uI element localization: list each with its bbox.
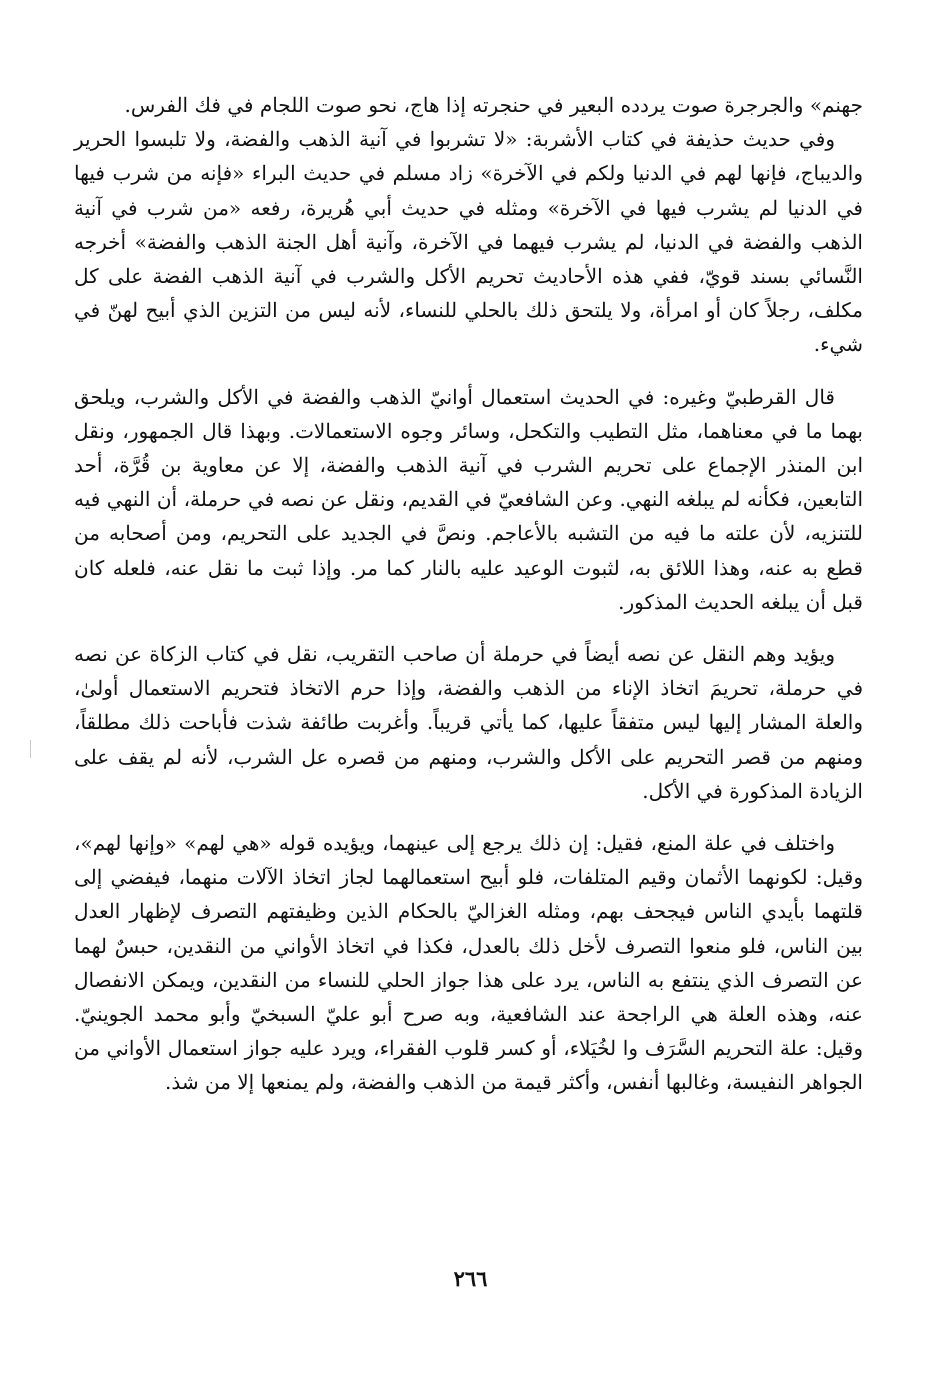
page-number: ٢٦٦: [453, 1266, 488, 1291]
paragraph-illat-al-man: واختلف في علة المنع، فقيل: إن ذلك يرجع إلى عينهما، ويؤيده قوله «هي لهم» «وإنها لهم»، وقيل: لكونهما الأثمان وقيم المتلفات، فلو أبيح استعمالهما لجاز اتخاذ الآلات منهما، فيفضي إلى قلتهما بأيدي الناس فيجحف بهم، ومثله الغزاليّ بالحكام الذين وظيفتهم التصرف لإظهار العدل بين الناس، فلو منعوا التصرف لأخل ذلك بالعدل، فكذا في اتخاذ الأواني من النقدين، حبسٌ لهما عن التصرف الذي ينتفع به الناس، يرد على هذا جواز الحلي للنساء من النقدين، ويمكن الانفصال عنه، وهذه العلة هي الراجحة عند الشافعية، وبه صرح أبو عليّ السبخيّ وأبو محمد الجوينيّ. وقيل: علة التحريم السَّرَف وا لخُيَلاء، أو كسر قلوب الفقراء، ويرد عليه جواز استعمال الأواني من الجواهر النفيسة، وغالبها أنفس، وأكثر قيمة من الذهب والفضة، ولم يمنعها إلا من شذ.: [74, 831, 863, 1095]
paragraph-hudhayfa-hadith: وفي حديث حذيفة في كتاب الأشربة: «لا تشربوا في آنية الذهب والفضة، ولا تلبسوا الحرير والديباج، فإنها لهم في الدنيا ولكم في الآخرة» زاد مسلم في حديث البراء «فإنه من شرب فيها في الدنيا لم يشرب فيها في الآخرة» ومثله في حديث أبي هُريرة، رفعه «من شرب في آنية الذهب والفضة في الدنيا، لم يشرب فيهما في الآخرة، وآنية أهل الجنة الذهب والفضة» أخرجه النَّسائي بسند قويّ، ففي هذه الأحاديث تحريم الأكل والشرب في آنية الذهب الفضة على كل مكلف، رجلاً كان أو امرأة، ولا يلتحق ذلك بالحلي للنساء، لأنه ليس من التزين الذي أبيح لهنّ في شيء.: [74, 127, 863, 357]
margin-mark: [30, 740, 31, 758]
paragraph-continuation: جهنم» والجرجرة صوت يردده البعير في حنجرته إذا هاج، نحو صوت اللجام في فك الفرس.: [124, 93, 863, 117]
paragraph-qurtubi: قال القرطبيّ وغيره: في الحديث استعمال أوانيّ الذهب والفضة في الأكل والشرب، ويلحق بهما ما في معناهما، مثل التطيب والتكحل، وسائر وجوه الاستعمالات. وبهذا قال الجمهور، ونقل ابن المنذر الإجماع على تحريم الشرب في آنية الذهب والفضة، إلا عن معاوية بن قُرَّة، أحد التابعين، فكأنه لم يبلغه النهي. وعن الشافعيّ في القديم، ونقل عن نصه في حرملة، أن النهي فيه للتنزيه، لأن علته ما فيه من التشبه بالأعاجم. ونصَّ في الجديد على التحريم، ومن أصحابه من قطع به عنه، وهذا اللائق به، لثبوت الوعيد عليه بالنار كما مر. وإذا ثبت ما نقل عنه، فلعله كان قبل أن يبلغه الحديث المذكور.: [74, 384, 863, 614]
paragraph-harmala: ويؤيد وهم النقل عن نصه أيضاً في حرملة أن صاحب التقريب، نقل في كتاب الزكاة عن نصه في حرملة، تحريمَ اتخاذ الإناء من الذهب والفضة، وإذا حرم الاتخاذ فتحريم الاستعمال أولىٰ، والعلة المشار إليها ليس متفقاً عليها، كما يأتي قريباً. وأغربت طائفة شذت فأباحت ذلك مطلقاً، ومنهم من قصر التحريم على الأكل والشرب، ومنهم من قصره عل الشرب، لأنه لم يقف على الزيادة المذكورة في الأكل.: [74, 642, 863, 803]
